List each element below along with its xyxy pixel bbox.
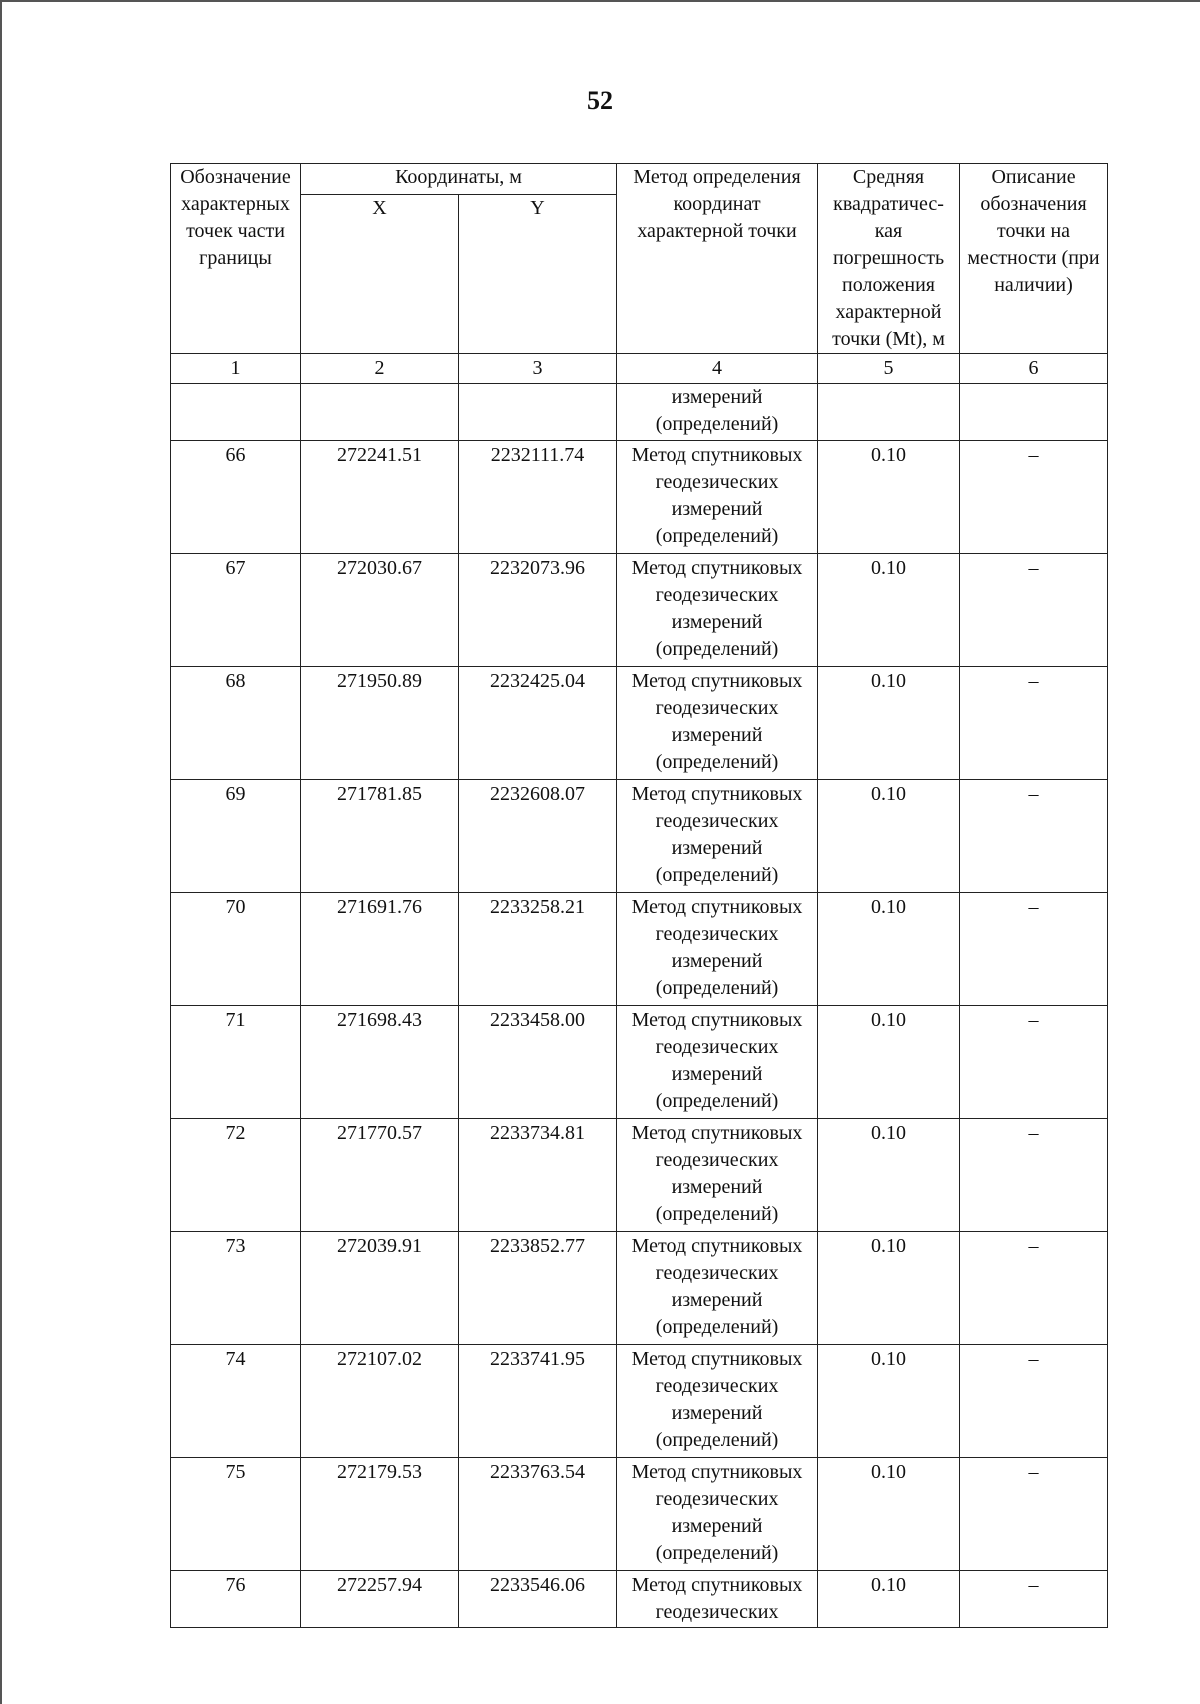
- cell-y: 2233458.00: [459, 1006, 617, 1119]
- method-line: Метод спутниковых: [631, 557, 803, 579]
- method-line: геодезических: [655, 810, 779, 832]
- method-line: геодезических: [655, 471, 779, 493]
- cell-x: 271691.76: [301, 893, 459, 1006]
- method-line: геодезических: [655, 1036, 779, 1058]
- cell-description: –: [960, 441, 1108, 554]
- cell-y: 2233734.81: [459, 1119, 617, 1232]
- cell-method: [617, 384, 818, 441]
- cell-method: [617, 1006, 818, 1119]
- method-line: Метод спутниковых: [631, 896, 803, 918]
- cell-method: [617, 554, 818, 667]
- cell-method: [617, 441, 818, 554]
- cell-description: –: [960, 554, 1108, 667]
- method-line: (определений): [655, 1316, 779, 1338]
- cell-accuracy: 0.10: [818, 667, 960, 780]
- cell-point: 72: [171, 1119, 301, 1232]
- method-line: геодезических: [655, 923, 779, 945]
- cell-x: 271781.85: [301, 780, 459, 893]
- method-line: измерений: [671, 1176, 763, 1198]
- cell-description: –: [960, 893, 1108, 1006]
- cell-accuracy: 0.10: [818, 1571, 960, 1628]
- cell-method: [617, 667, 818, 780]
- cell-point: [171, 384, 301, 441]
- cell-x: 272030.67: [301, 554, 459, 667]
- method-line: (определений): [655, 638, 779, 660]
- cell-x: 272039.91: [301, 1232, 459, 1345]
- table-row: [171, 667, 1108, 780]
- method-line: (определений): [655, 1542, 779, 1564]
- column-number-row: [171, 354, 1108, 384]
- cell-x: 272107.02: [301, 1345, 459, 1458]
- cell-x: 271698.43: [301, 1006, 459, 1119]
- method-line: измерений: [671, 1063, 763, 1085]
- cell-method: [617, 893, 818, 1006]
- cell-description: –: [960, 667, 1108, 780]
- method-line: Метод спутниковых: [631, 783, 803, 805]
- method-line: (определений): [655, 525, 779, 547]
- cell-method: [617, 1571, 818, 1628]
- cell-accuracy: 0.10: [818, 1006, 960, 1119]
- method-line: (определений): [655, 751, 779, 773]
- table-header: [171, 164, 1108, 384]
- method-line: Метод спутниковых: [631, 1348, 803, 1370]
- method-line: измерений: [671, 1289, 763, 1311]
- table-row: [171, 1119, 1108, 1232]
- header-accuracy: Средняя квадратичес-кая погрешность положения характерной точки (Mt), м: [818, 164, 960, 354]
- cell-point: 74: [171, 1345, 301, 1458]
- method-line: измерений: [671, 1515, 763, 1537]
- method-line: геодезических: [655, 1488, 779, 1510]
- column-number: 2: [301, 354, 459, 384]
- cell-x: 271950.89: [301, 667, 459, 780]
- method-line: геодезических: [655, 584, 779, 606]
- cell-y: 2232073.96: [459, 554, 617, 667]
- column-number: 5: [818, 354, 960, 384]
- method-line: измерений: [671, 837, 763, 859]
- boundary-points-table: [170, 163, 1108, 1628]
- cell-description: –: [960, 1232, 1108, 1345]
- method-line: Метод спутниковых: [631, 1122, 803, 1144]
- method-line: Метод спутниковых: [631, 1461, 803, 1483]
- header-row-1: [171, 164, 1108, 195]
- cell-description: –: [960, 1458, 1108, 1571]
- cell-y: [459, 384, 617, 441]
- cell-method: [617, 780, 818, 893]
- method-line: (определений): [655, 1203, 779, 1225]
- cell-description: [960, 384, 1108, 441]
- cell-method: [617, 1119, 818, 1232]
- cell-point: 75: [171, 1458, 301, 1571]
- cell-point: 70: [171, 893, 301, 1006]
- method-line: Метод спутниковых: [631, 1235, 803, 1257]
- cell-y: 2232111.74: [459, 441, 617, 554]
- header-y: Y: [459, 194, 617, 353]
- cell-y: 2232608.07: [459, 780, 617, 893]
- header-point-designation: Обозначение характерных точек части границы: [171, 164, 301, 354]
- column-number: 4: [617, 354, 818, 384]
- cell-description: –: [960, 1119, 1108, 1232]
- cell-x: 272179.53: [301, 1458, 459, 1571]
- method-line: измерений: [671, 611, 763, 633]
- cell-accuracy: 0.10: [818, 1232, 960, 1345]
- cell-y: 2233763.54: [459, 1458, 617, 1571]
- method-line: (определений): [655, 413, 779, 435]
- cell-point: 66: [171, 441, 301, 554]
- cell-description: –: [960, 1345, 1108, 1458]
- cell-method: [617, 1458, 818, 1571]
- method-line: измерений: [671, 498, 763, 520]
- method-line: Метод спутниковых: [631, 1009, 803, 1031]
- table-row: [171, 780, 1108, 893]
- cell-accuracy: 0.10: [818, 893, 960, 1006]
- cell-y: 2233546.06: [459, 1571, 617, 1628]
- table-row: [171, 441, 1108, 554]
- table-row: [171, 1571, 1108, 1628]
- column-number: 3: [459, 354, 617, 384]
- cell-accuracy: 0.10: [818, 554, 960, 667]
- cell-method: [617, 1232, 818, 1345]
- method-line: (определений): [655, 1090, 779, 1112]
- cell-point: 73: [171, 1232, 301, 1345]
- header-x: X: [301, 194, 459, 353]
- cell-point: 68: [171, 667, 301, 780]
- cell-point: 76: [171, 1571, 301, 1628]
- method-line: (определений): [655, 864, 779, 886]
- column-number: 6: [960, 354, 1108, 384]
- cell-accuracy: 0.10: [818, 1458, 960, 1571]
- cell-point: 71: [171, 1006, 301, 1119]
- table-row: [171, 554, 1108, 667]
- page-border-top: [0, 0, 1200, 2]
- method-line: измерений: [671, 724, 763, 746]
- cell-description: –: [960, 1571, 1108, 1628]
- method-line: (определений): [655, 977, 779, 999]
- cell-description: –: [960, 780, 1108, 893]
- cell-point: 69: [171, 780, 301, 893]
- cell-accuracy: 0.10: [818, 441, 960, 554]
- method-line: измерений: [671, 1402, 763, 1424]
- method-line: геодезических: [655, 1601, 779, 1623]
- method-line: (определений): [655, 1429, 779, 1451]
- continuation-row: [171, 384, 1108, 441]
- cell-y: 2233741.95: [459, 1345, 617, 1458]
- cell-method: [617, 1345, 818, 1458]
- page-number: 52: [587, 86, 613, 115]
- cell-point: 67: [171, 554, 301, 667]
- table-row: [171, 1232, 1108, 1345]
- cell-description: –: [960, 1006, 1108, 1119]
- cell-x: [301, 384, 459, 441]
- method-line: измерений: [671, 950, 763, 972]
- method-line: геодезических: [655, 1262, 779, 1284]
- header-coordinates: Координаты, м: [301, 164, 617, 195]
- method-line: Метод спутниковых: [631, 444, 803, 466]
- header-description: Описание обозначения точки на местности (при наличии): [960, 164, 1108, 354]
- table-row: [171, 1345, 1108, 1458]
- cell-x: 271770.57: [301, 1119, 459, 1232]
- page-border-left: [0, 0, 2, 1704]
- table-row: [171, 893, 1108, 1006]
- table-row: [171, 1458, 1108, 1571]
- cell-x: 272241.51: [301, 441, 459, 554]
- method-line: геодезических: [655, 1375, 779, 1397]
- method-line: Метод спутниковых: [631, 670, 803, 692]
- method-line: Метод спутниковых: [631, 1574, 803, 1596]
- cell-y: 2233258.21: [459, 893, 617, 1006]
- cell-accuracy: 0.10: [818, 1345, 960, 1458]
- header-method: Метод определения координат характерной точки: [617, 164, 818, 354]
- cell-y: 2233852.77: [459, 1232, 617, 1345]
- cell-x: 272257.94: [301, 1571, 459, 1628]
- method-line: измерений: [671, 386, 763, 408]
- cell-accuracy: [818, 384, 960, 441]
- cell-accuracy: 0.10: [818, 1119, 960, 1232]
- column-number: 1: [171, 354, 301, 384]
- cell-y: 2232425.04: [459, 667, 617, 780]
- table-row: [171, 1006, 1108, 1119]
- method-line: геодезических: [655, 697, 779, 719]
- table-body: [171, 384, 1108, 1628]
- cell-accuracy: 0.10: [818, 780, 960, 893]
- method-line: геодезических: [655, 1149, 779, 1171]
